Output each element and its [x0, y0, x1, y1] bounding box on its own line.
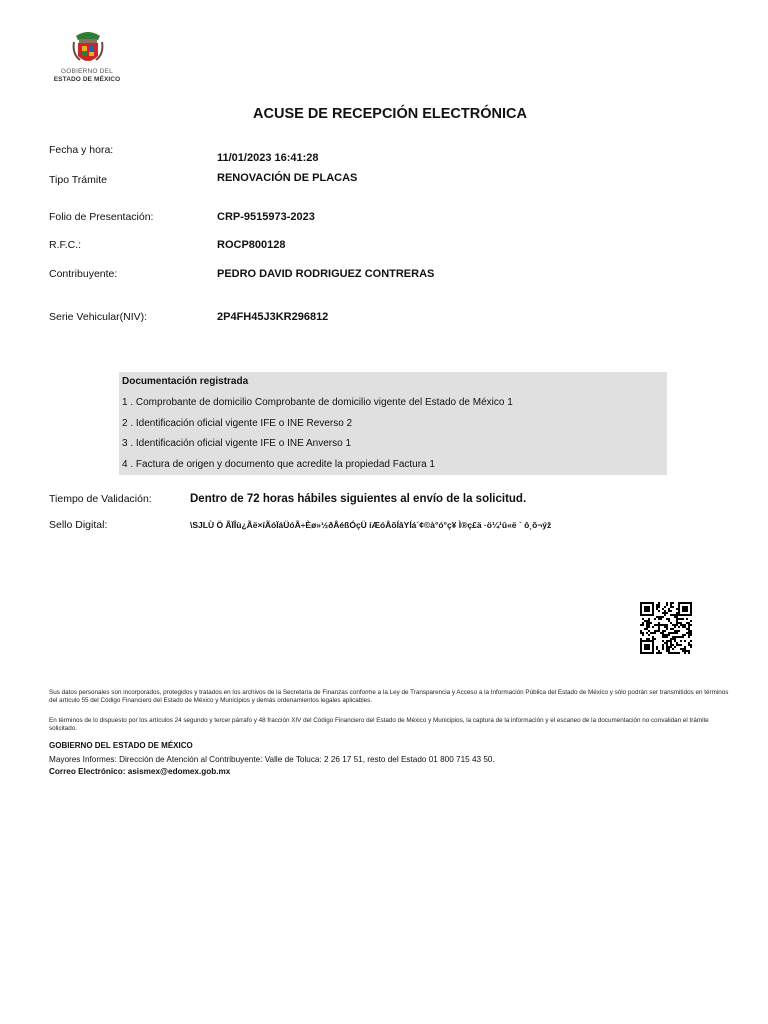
rfc-label: R.F.C.:	[49, 239, 82, 251]
contribuyente-label: Contribuyente:	[49, 268, 118, 280]
footer-correo: Correo Electrónico: asismex@edomex.gob.mx	[49, 767, 231, 776]
documentation-item: 1 . Comprobante de domicilio Comprobante de domicilio vigente del Estado de México 1	[122, 397, 513, 408]
tramite-label: Tipo Trámite	[49, 174, 107, 186]
privacy-notice: Sus datos personales son incorporados, protegidos y tratados en los archivos de la Secretaría de Finanzas conforme a la Ley de Transparencia y Acceso a la Información Pública del Estado de México y sólo podrán ser transmitidos en términos del artículo 55 del Código Financiero del Estado de México y Municipios y demás ordenamientos legales aplicables.	[49, 689, 729, 705]
tiempo-label: Tiempo de Validación:	[49, 493, 152, 505]
footer-informes: Mayores Informes: Dirección de Atención al Contribuyente: Valle de Toluca: 2 26 17 51, resto del Estado 01 800 715 43 50.	[49, 755, 495, 764]
sello-label: Sello Digital:	[49, 519, 108, 531]
documentation-item: 4 . Factura de origen y documento que acredite la propiedad Factura 1	[122, 459, 435, 470]
logo-text-gobierno: GOBIERNO DEL	[61, 68, 113, 75]
serie-label: Serie Vehicular(NIV):	[49, 311, 148, 323]
documentation-heading: Documentación registrada	[122, 376, 249, 387]
tiempo-value: Dentro de 72 horas hábiles siguientes al envío de la solicitud.	[190, 493, 527, 505]
page-title: ACUSE DE RECEPCIÓN ELECTRÓNICA	[253, 106, 527, 122]
sello-value: \SJLÙ Ö ÃÏÎù¿Ãë×íÃóÏáÜóÃ÷Èø»½ðÂéßÓçÜ íÆóÅõÍâYÍá´¢©à°ó°ç¥ Ì®ç£ä ·ö¼¹û«ë ` ô¸õ¬ýž	[190, 520, 552, 530]
fecha-value: 11/01/2023 16:41:28	[217, 152, 319, 164]
rfc-value: ROCP800128	[217, 239, 286, 251]
documentation-item: 2 . Identificación oficial vigente IFE o INE Reverso 2	[122, 418, 353, 429]
logo-text-estado: ESTADO DE MÉXICO	[53, 76, 121, 83]
fecha-label: Fecha y hora:	[49, 144, 114, 156]
folio-label: Folio de Presentación:	[49, 211, 154, 223]
folio-value: CRP-9515973-2023	[217, 211, 315, 223]
qr-code	[640, 602, 692, 654]
contribuyente-value: PEDRO DAVID RODRIGUEZ CONTRERAS	[217, 268, 435, 280]
tramite-value: RENOVACIÓN DE PLACAS	[217, 172, 358, 184]
serie-value: 2P4FH45J3KR296812	[217, 311, 329, 323]
qr-code-icon	[640, 602, 692, 654]
documentation-item: 3 . Identificación oficial vigente IFE o INE Anverso 1	[122, 438, 352, 449]
legal-notice: En términos de lo dispuesto por los artículos 24 segundo y tercer párrafo y 48 fracción XIV del Código Financiero del Estado de México y Municipios, la captura de la información y el escaneo de la documentación no convalidan el trámite solicitado.	[49, 717, 709, 733]
coat-of-arms-icon	[46, 30, 130, 70]
footer-gobierno: GOBIERNO DEL ESTADO DE MÉXICO	[49, 741, 193, 750]
